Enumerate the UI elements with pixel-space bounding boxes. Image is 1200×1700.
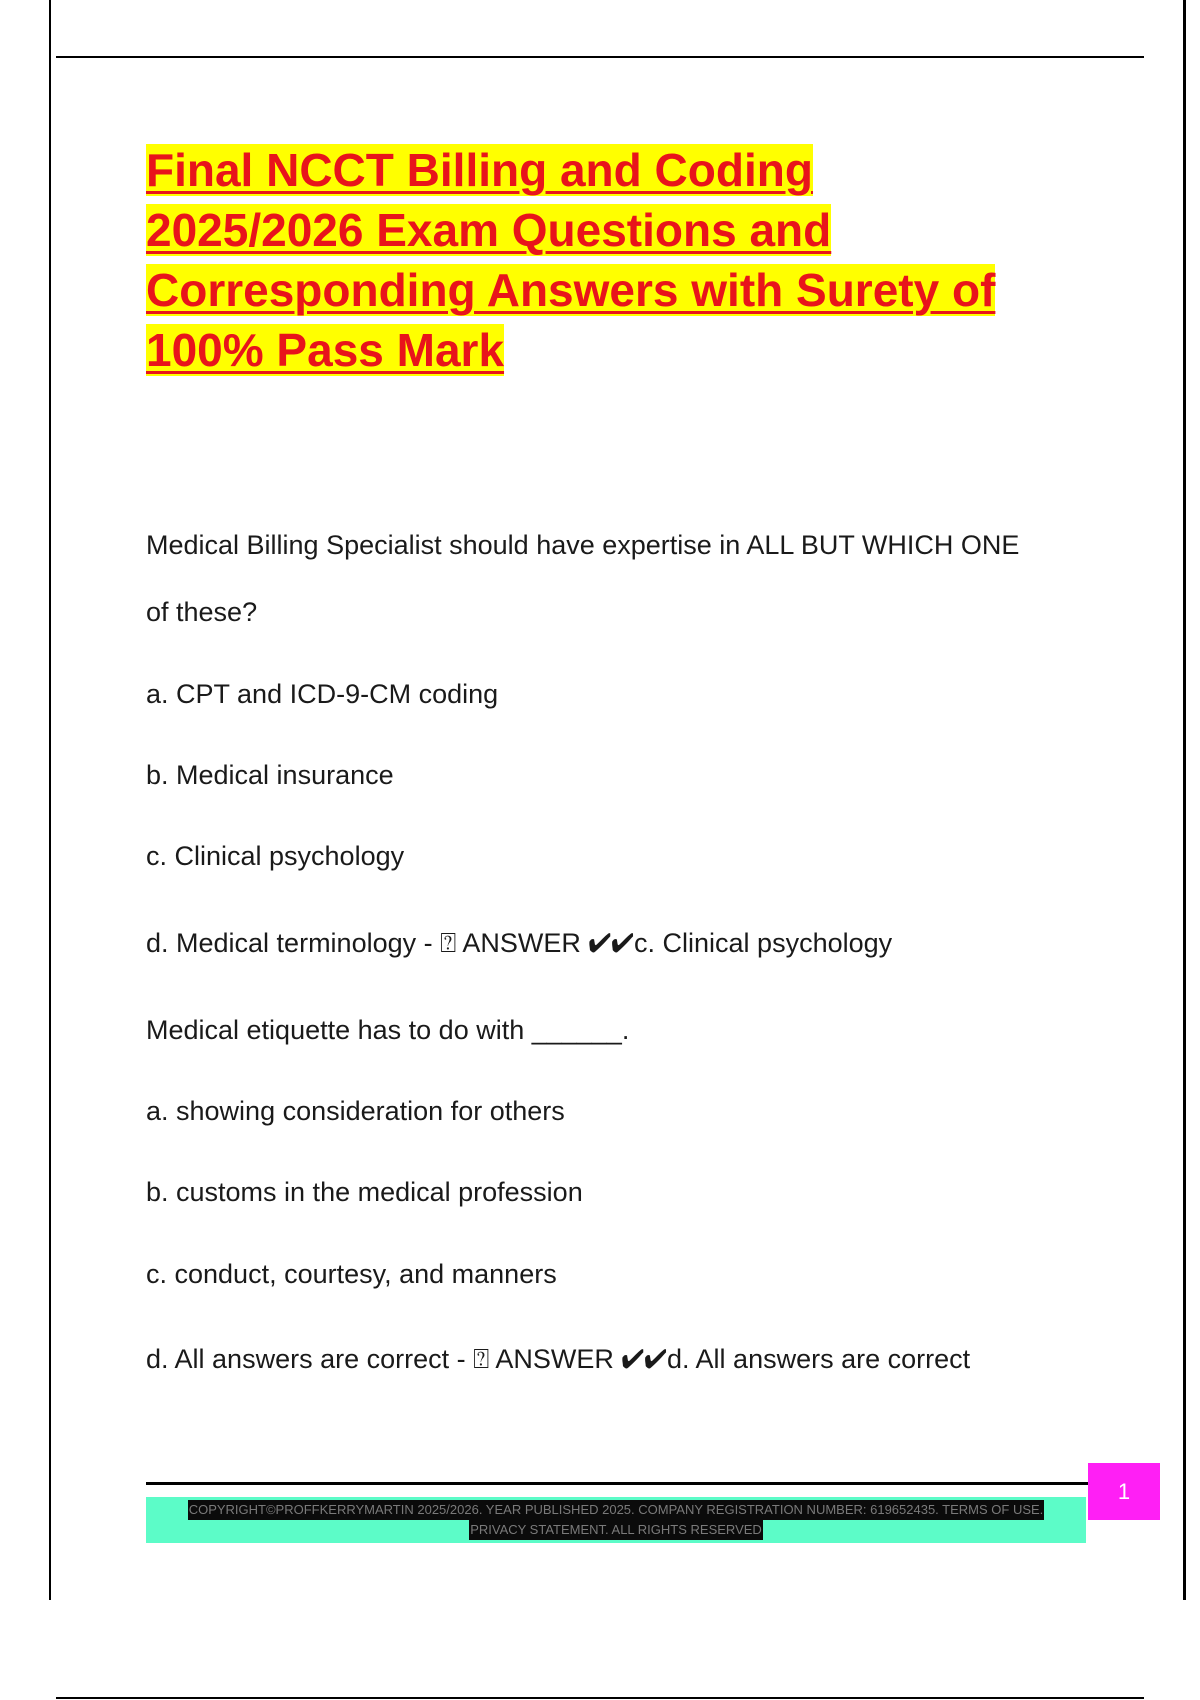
- next-page-rule: [56, 1697, 1144, 1699]
- document-title: [146, 140, 1066, 380]
- question-2-option-d-answer: d. All answers are correct - ⍰ ANSWER ✔✔d. All answers are correct: [146, 1344, 971, 1374]
- question-2-option-b: b. customs in the medical profession: [146, 1177, 583, 1207]
- title-line-2: 2025/2026 Exam Questions and: [146, 204, 832, 256]
- header-rule: [56, 56, 1144, 58]
- question-1-option-a: a. CPT and ICD-9-CM coding: [146, 679, 499, 709]
- copyright-line-2: PRIVACY STATEMENT. ALL RIGHTS RESERVED: [469, 1520, 763, 1540]
- question-1-option-c: c. Clinical psychology: [146, 841, 405, 871]
- question-2-stem: Medical etiquette has to do with ______.: [146, 1015, 630, 1045]
- title-line-3: Corresponding Answers with Surety of: [146, 264, 996, 316]
- question-1-stem-line-1: Medical Billing Specialist should have expertise in ALL BUT WHICH ONE: [146, 530, 1020, 560]
- question-1-option-d-answer: d. Medical terminology - ⍰ ANSWER ✔✔c. Clinical psychology: [146, 928, 893, 958]
- footer-rule: [146, 1482, 1088, 1485]
- question-2-option-a: a. showing consideration for others: [146, 1096, 565, 1126]
- page-right-border: [1183, 0, 1186, 1600]
- title-line-1: Final NCCT Billing and Coding: [146, 144, 813, 196]
- question-1-stem-line-2: of these?: [146, 597, 258, 627]
- question-2-option-c: c. conduct, courtesy, and manners: [146, 1259, 557, 1289]
- page-number-badge: 1: [1088, 1463, 1160, 1520]
- page-left-border: [49, 0, 51, 1600]
- copyright-line-1: COPYRIGHT©PROFFKERRYMARTIN 2025/2026. YEAR PUBLISHED 2025. COMPANY REGISTRATION NUMBER: 619652435. TERMS OF USE.: [188, 1500, 1045, 1520]
- copyright-footer: [146, 1497, 1086, 1543]
- title-line-4: 100% Pass Mark: [146, 324, 505, 376]
- question-1-option-b: b. Medical insurance: [146, 760, 394, 790]
